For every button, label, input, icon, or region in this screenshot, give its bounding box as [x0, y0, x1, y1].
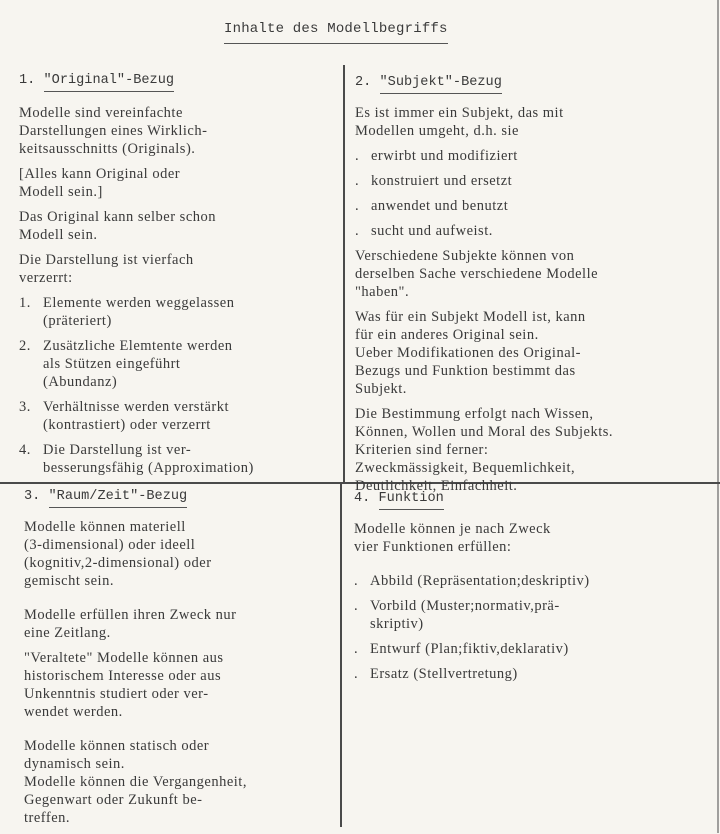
- paragraph: Verschiedene Subjekte können von derselben Sache verschiedene Modelle "haben".: [355, 248, 599, 300]
- list-item: . Ersatz (Stellvertretung): [354, 666, 518, 682]
- paragraph: Modelle können statisch oder dynamisch sein. Modelle können die Vergangenheit, Gegenwart oder Zukunft be- treffen.: [24, 738, 247, 826]
- section-funktion: [354, 490, 716, 690]
- paragraph: Modelle sind vereinfachte Darstellungen eines Wirklich- keitsausschnitts (Originals).: [19, 105, 208, 157]
- page-title: Inhalte des Modellbegriffs: [224, 21, 448, 44]
- section-original: [19, 72, 339, 484]
- column-divider-top: [343, 65, 345, 482]
- list-item: . anwendet und benutzt: [355, 198, 509, 214]
- list-item: 3. Verhältnisse werden verstärkt (kontrastiert) oder verzerrt: [19, 399, 230, 433]
- list-item: . konstruiert und ersetzt: [355, 173, 513, 189]
- section-title: "Raum/Zeit"-Bezug: [49, 489, 188, 508]
- paragraph: Die Bestimmung erfolgt nach Wissen, Können, Wollen und Moral des Subjekts. Kriterien sind ferner: Zweckmässigkeit, Bequemlichkeit, Deutlichkeit, Einfachheit.: [355, 406, 614, 494]
- list-item: 4. Die Darstellung ist ver- besserungsfähig (Approximation): [19, 442, 254, 476]
- right-border: [717, 0, 719, 833]
- list-item: . sucht und aufweist.: [355, 223, 493, 239]
- bullet-icon: .: [354, 598, 359, 614]
- paragraph: Die Darstellung ist vierfach verzerrt:: [19, 252, 194, 286]
- section-title: "Original"-Bezug: [44, 73, 175, 92]
- column-divider-bottom: [340, 482, 342, 827]
- paragraph: Es ist immer ein Subjekt, das mit Modellen umgeht, d.h. sie: [355, 105, 564, 139]
- bullet-icon: .: [355, 223, 360, 239]
- paragraph: Das Original kann selber schon Modell sein.: [19, 209, 217, 243]
- paragraph: Modelle können materiell (3-dimensional) oder ideell (kognitiv,2-dimensional) oder gemischt sein.: [24, 519, 212, 589]
- section-heading: 3. "Raum/Zeit"-Bezug: [24, 488, 339, 506]
- list-item: . Entwurf (Plan;fiktiv,deklarativ): [354, 641, 569, 657]
- paragraph: "Veraltete" Modelle können aus historischem Interesse oder aus Unkenntnis studiert oder ver- wendet werden.: [24, 650, 224, 720]
- section-heading: 4. Funktion: [354, 490, 716, 508]
- list-item: 1. Elemente werden weggelassen (präteriert): [19, 295, 235, 329]
- section-title: Funktion: [379, 491, 444, 510]
- list-item: . Vorbild (Muster;normativ,prä- skriptiv): [354, 598, 560, 632]
- section-title: "Subjekt"-Bezug: [380, 75, 502, 94]
- paragraph: Modelle erfüllen ihren Zweck nur eine Zeitlang.: [24, 607, 237, 641]
- paragraph: Was für ein Subjekt Modell ist, kann für ein anderes Original sein. Ueber Modifikationen des Original- Bezugs und Funktion bestimmt das Subjekt.: [355, 309, 586, 397]
- section-heading: 2. "Subjekt"-Bezug: [355, 74, 717, 92]
- section-subjekt: [355, 74, 717, 502]
- bullet-icon: .: [354, 666, 359, 682]
- bullet-icon: .: [355, 198, 360, 214]
- bullet-icon: .: [355, 173, 360, 189]
- paragraph: Modelle können je nach Zweck vier Funktionen erfüllen:: [354, 521, 551, 555]
- paragraph: [Alles kann Original oder Modell sein.]: [19, 166, 181, 200]
- list-item: . Abbild (Repräsentation;deskriptiv): [354, 573, 590, 589]
- list-item: . erwirbt und modifiziert: [355, 148, 518, 164]
- bullet-icon: .: [355, 148, 360, 164]
- list-item: 2. Zusätzliche Elemtente werden als Stützen eingeführt (Abundanz): [19, 338, 233, 390]
- section-raum-zeit: [24, 488, 339, 834]
- bullet-icon: .: [354, 641, 359, 657]
- section-heading: 1. "Original"-Bezug: [19, 72, 339, 90]
- bullet-icon: .: [354, 573, 359, 589]
